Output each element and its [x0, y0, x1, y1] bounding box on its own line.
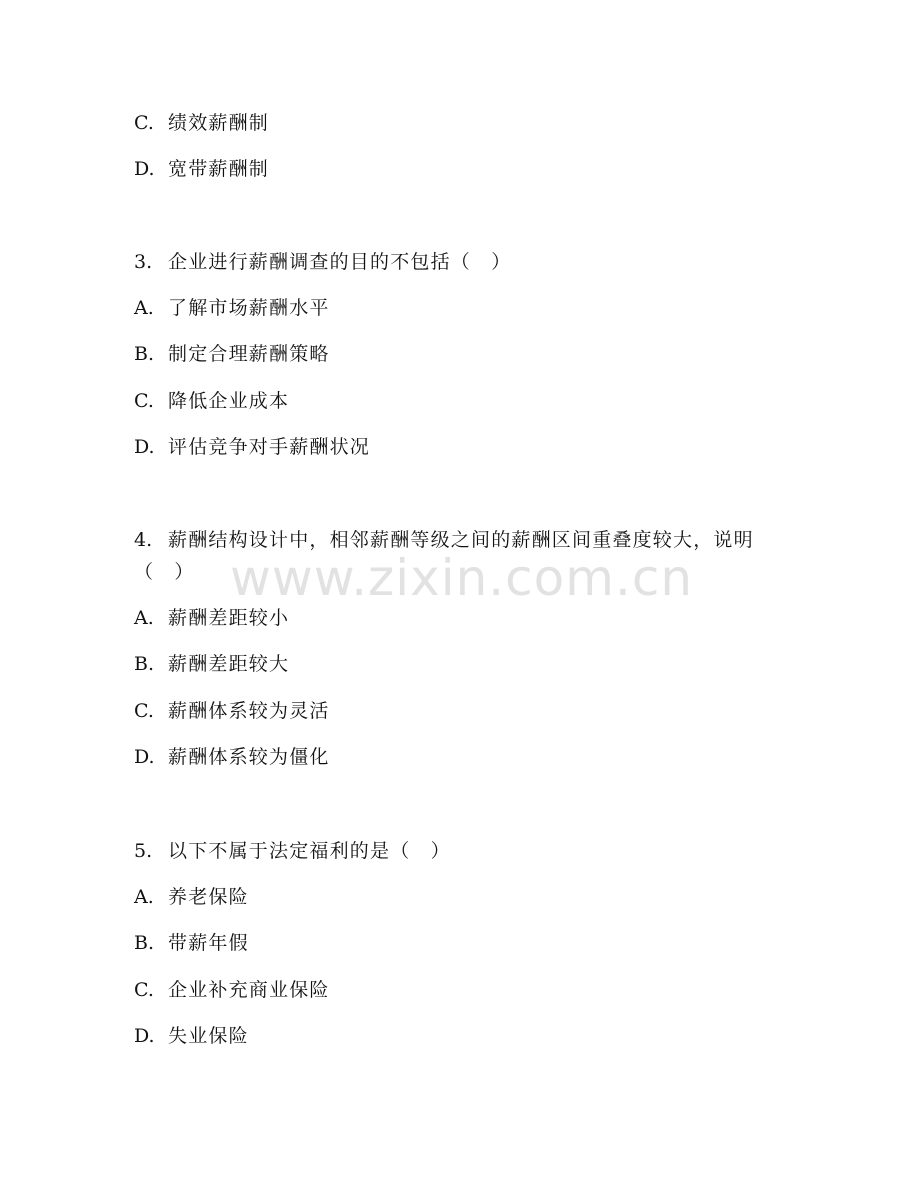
- option-text: 失业保险: [168, 1025, 249, 1047]
- q3-option-b: [134, 342, 330, 366]
- q2-option-d: [134, 157, 269, 181]
- option-label: D.: [134, 158, 155, 180]
- watermark: www.zixin.com.cn: [230, 549, 694, 607]
- question-text: 以下不属于法定福利的是（ ）: [168, 840, 451, 862]
- q5-option-a: [134, 885, 249, 909]
- option-label: A.: [134, 886, 154, 908]
- option-text: 养老保险: [168, 886, 249, 908]
- option-label: D.: [134, 436, 155, 458]
- q3-stem: [134, 250, 511, 274]
- option-label: D.: [134, 746, 155, 768]
- q4-option-c: [134, 699, 330, 723]
- question-text: 薪酬结构设计中，相邻薪酬等级之间的薪酬区间重叠度较大，说明: [168, 529, 754, 551]
- option-text: 了解市场薪酬水平: [168, 297, 330, 319]
- question-number: 4.: [134, 529, 153, 551]
- option-text: 企业补充商业保险: [168, 979, 330, 1001]
- q3-option-c: [134, 389, 289, 413]
- option-label: B.: [134, 932, 155, 954]
- option-text: 薪酬差距较小: [168, 607, 290, 629]
- q3-option-a: [134, 296, 330, 320]
- question-text: 企业进行薪酬调查的目的不包括（ ）: [168, 251, 512, 273]
- option-text: 带薪年假: [168, 932, 249, 954]
- q5-option-d: [134, 1024, 249, 1048]
- q2-option-c: [134, 111, 269, 135]
- q4-stem: [134, 528, 754, 552]
- option-label: C.: [134, 700, 154, 722]
- option-label: B.: [134, 653, 155, 675]
- q4-option-d: [134, 745, 330, 769]
- option-text: 薪酬差距较大: [168, 653, 290, 675]
- option-text: 薪酬体系较为灵活: [168, 700, 330, 722]
- option-text: 降低企业成本: [168, 390, 290, 412]
- option-label: C.: [134, 979, 154, 1001]
- option-label: A.: [134, 607, 154, 629]
- q4-stem-continuation: （ ）: [134, 561, 195, 583]
- q4-option-b: [134, 652, 289, 676]
- q5-option-b: [134, 931, 249, 955]
- option-label: C.: [134, 112, 154, 134]
- q3-option-d: [134, 435, 370, 459]
- option-text: 制定合理薪酬策略: [168, 343, 330, 365]
- question-number: 3.: [134, 251, 153, 273]
- option-label: D.: [134, 1025, 155, 1047]
- option-text: 薪酬体系较为僵化: [168, 746, 330, 768]
- option-text: 绩效薪酬制: [168, 112, 270, 134]
- option-label: B.: [134, 343, 155, 365]
- question-number: 5.: [134, 840, 153, 862]
- q5-option-c: [134, 978, 330, 1002]
- q4-option-a: [134, 606, 289, 630]
- option-label: C.: [134, 390, 154, 412]
- option-text: 评估竞争对手薪酬状况: [168, 436, 371, 458]
- q5-stem: [134, 839, 451, 863]
- option-label: A.: [134, 297, 154, 319]
- option-text: 宽带薪酬制: [168, 158, 270, 180]
